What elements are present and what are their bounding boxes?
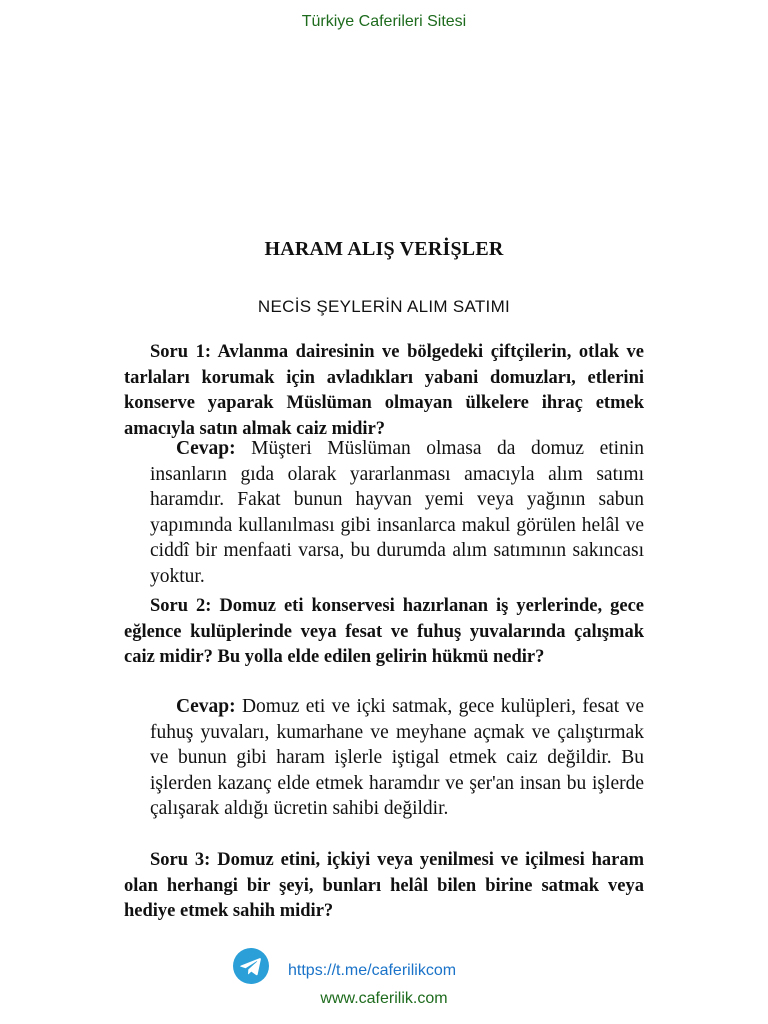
answer-1-label: Cevap:: [176, 438, 236, 459]
question-1: [124, 340, 644, 443]
page-title: HARAM ALIŞ VERİŞLER: [264, 238, 504, 260]
answer-2-label: Cevap:: [176, 696, 236, 717]
answer-1: [150, 436, 644, 589]
question-2: [124, 594, 644, 671]
answer-1-text: Müşteri Müslüman olmasa da domuz etinin insanların gıda olarak yararlanması amacıyla alım satımı haramdır. Fakat bunun hayvan yemi veya yağının sabun yapımında kullanılması gibi insanlarca makul görülen helâl ve ciddî bir menfaati varsa, bu durumda alım satımının sakıncası yoktur.: [150, 438, 644, 587]
question-3-text: Domuz etini, içkiyi veya yenilmesi ve içilmesi haram olan herhangi bir şeyi, bunları helâl bilen birine satmak veya hediye etmek sahih midir?: [124, 850, 644, 922]
question-3: [124, 848, 644, 925]
question-2-text: Domuz eti konservesi hazırlanan iş yerlerinde, gece eğlence kulüplerinde veya fesat ve fuhuş yuvalarında çalışmak caiz midir? Bu yolla elde edilen gelirin hükmü nedir?: [124, 596, 644, 668]
telegram-icon[interactable]: [233, 948, 269, 984]
answer-2-text: Domuz eti ve içki satmak, gece kulüpleri, fesat ve fuhuş yuvaları, kumarhane ve meyhane açmak ve çalıştırmak ve bunun gibi haram işlerle iştigal etmek caiz değildir. Bu işlerden kazanç elde etmek haramdır ve şer'an insan bu işlerde çalışarak aldığı ücretin sahibi değildir.: [150, 696, 644, 819]
telegram-link[interactable]: https://t.me/caferilikcom: [288, 962, 457, 979]
section-subtitle: NECİS ŞEYLERİN ALIM SATIMI: [257, 297, 511, 316]
question-1-text: Avlanma dairesinin ve bölgedeki çiftçilerin, otlak ve tarlaları korumak için avladıkları yabani domuzları, etlerini konserve yaparak Müslüman olmayan ülkelere ihraç etmek amacıyla satın almak caiz midir?: [124, 342, 644, 440]
question-2-label: Soru 2:: [150, 596, 212, 616]
question-3-label: Soru 3:: [150, 850, 211, 870]
answer-2: [150, 694, 644, 822]
question-1-label: Soru 1:: [150, 342, 212, 362]
site-header: Türkiye Caferileri Sitesi: [301, 13, 467, 30]
website-link[interactable]: www.caferilik.com: [320, 990, 448, 1007]
